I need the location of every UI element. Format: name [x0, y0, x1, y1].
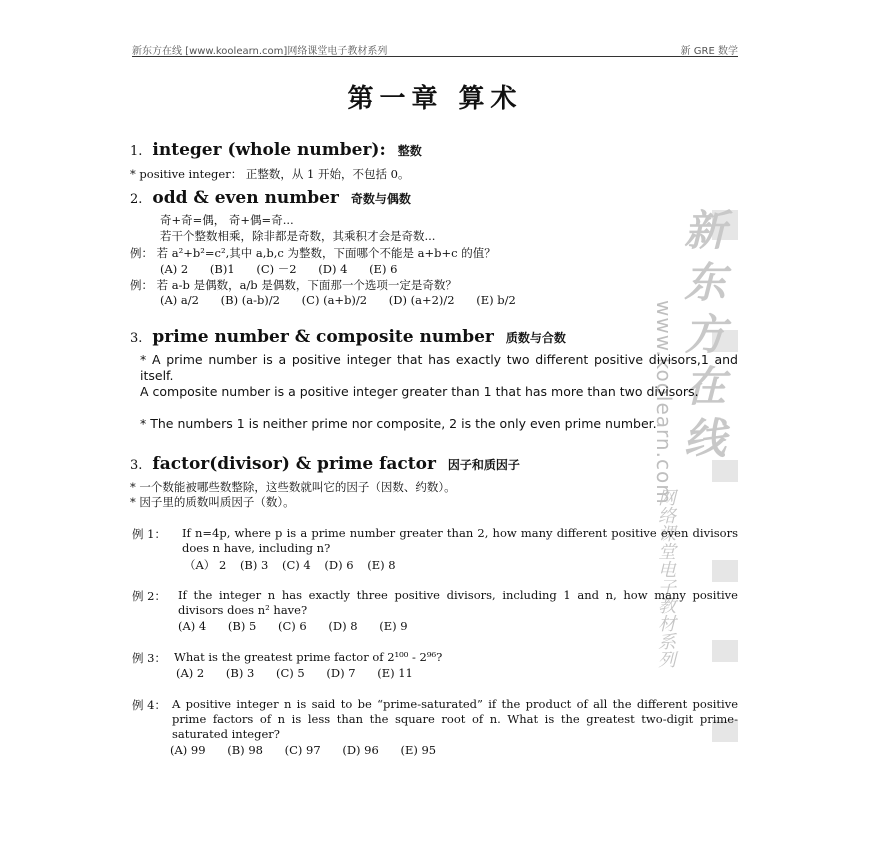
section-4-line: * 一个数能被哪些数整除，这些数就叫它的因子（因数、约数）。 — [130, 480, 456, 494]
option: (D) 4 — [318, 262, 348, 276]
section-number: 1. — [130, 144, 143, 159]
option: (E) 95 — [400, 743, 437, 757]
option: (C) (a+b)/2 — [301, 293, 368, 307]
option: (E) 6 — [369, 262, 398, 276]
example-options — [176, 666, 431, 680]
option: (D) (a+2)/2 — [388, 293, 455, 307]
option: (C) 97 — [284, 743, 321, 757]
section-2-example: 例： 若 a²+b²=c²,其中 a,b,c 为整数，下面哪个不能是 a+b+c 的值？ — [130, 246, 496, 260]
option: (D) 96 — [342, 743, 379, 757]
example-text: If n=4p, where p is a prime number greater than 2, how many different positive even divisors does n have, including n? — [182, 526, 738, 555]
header-left: 新东方在线 [www.koolearn.com]网络课堂电子教材系列 — [132, 46, 388, 57]
watermark-brand: 新东方在线 — [683, 206, 726, 463]
option: (C) 4 — [282, 558, 311, 572]
option: (C) －2 — [256, 262, 297, 276]
option: (E) 8 — [367, 558, 396, 572]
option: (B) 3 — [239, 558, 269, 572]
header-right: 新 GRE 数学 — [680, 46, 738, 57]
option: (E) 9 — [379, 619, 408, 633]
section-title: prime number & composite number — [152, 327, 494, 347]
option: (A) 4 — [178, 619, 207, 633]
option: (E) 11 — [377, 666, 413, 680]
option: (B)1 — [209, 262, 235, 276]
section-4-heading — [130, 454, 520, 474]
example-label: 例 2： — [132, 589, 166, 603]
section-title-zh: 奇数与偶数 — [350, 192, 411, 206]
section-2-example-options — [160, 261, 415, 277]
example-options — [184, 557, 406, 573]
section-number: 2. — [130, 192, 143, 207]
option: （A） 2 — [184, 558, 227, 572]
option: (C) 5 — [275, 666, 305, 680]
section-3-paragraph: A composite number is a positive integer greater than 1 that has more than two divisors. — [140, 384, 699, 399]
section-title-zh: 因子和质因子 — [447, 458, 520, 472]
example-label: 例 3： — [132, 651, 166, 665]
section-2-line: 奇+奇=偶， 奇+偶=奇... — [160, 213, 294, 227]
page-header — [132, 42, 738, 57]
section-title: factor(divisor) & prime factor — [152, 454, 436, 474]
option: (B) 98 — [227, 743, 263, 757]
option: (A) a/2 — [160, 293, 199, 307]
section-1-heading — [130, 140, 422, 160]
option: (B) 3 — [225, 666, 255, 680]
example-label: 例 1： — [132, 527, 166, 541]
section-3-paragraph: * A prime number is a positive integer that has exactly two different positive divisors,1 and itself. — [140, 352, 738, 383]
example-label: 例 4： — [132, 698, 166, 712]
section-4-line: * 因子里的质数叫质因子（数）。 — [130, 495, 295, 509]
watermark-stripe — [712, 640, 738, 662]
section-number: 3. — [130, 458, 143, 473]
section-title-zh: 质数与合数 — [505, 331, 566, 345]
section-3-heading — [130, 327, 566, 347]
chapter-title: 第一章 算术 — [347, 84, 523, 114]
example-options — [170, 743, 454, 757]
option: (C) 6 — [277, 619, 307, 633]
example-text: A positive integer n is said to be “prime-saturated” if the product of all the different positive prime factors of n is less than the square root of n. What is the greatest two-digit prime-saturated integer? — [172, 697, 738, 741]
option: (A) 2 — [176, 666, 205, 680]
option: (B) (a-b)/2 — [220, 293, 280, 307]
watermark-series: 网络课堂电子教材系列 — [655, 488, 676, 668]
watermark-stripe — [712, 560, 738, 582]
section-title: integer (whole number): — [152, 140, 386, 160]
option: (D) 6 — [324, 558, 354, 572]
example-text: What is the greatest prime factor of 2¹⁰⁰ - 2⁹⁶? — [174, 650, 443, 664]
example-text: If the integer n has exactly three positive divisors, including 1 and n, how many positive divisors does n² have? — [178, 588, 738, 617]
section-1-line: * positive integer： 正整数，从 1 开始，不包括 0。 — [130, 167, 410, 181]
section-number: 3. — [130, 331, 143, 346]
example-options — [178, 619, 426, 633]
section-title: odd & even number — [152, 188, 339, 208]
section-2-example: 例： 若 a-b 是偶数，a/b 是偶数，下面那一个选项一定是奇数？ — [130, 278, 457, 292]
section-3-paragraph: * The numbers 1 is neither prime nor composite, 2 is the only even prime number. — [140, 416, 657, 431]
option: (A) 99 — [170, 743, 206, 757]
section-2-example-options — [160, 293, 534, 307]
option: (D) 8 — [328, 619, 358, 633]
watermark-url: www.koolearn.com — [652, 300, 676, 505]
option: (A) 2 — [160, 262, 189, 276]
option: (B) 5 — [227, 619, 257, 633]
section-title-zh: 整数 — [397, 144, 422, 158]
section-2-heading — [130, 188, 411, 208]
section-2-line: 若干个整数相乘，除非都是奇数，其乘积才会是奇数... — [160, 229, 436, 243]
option: (D) 7 — [326, 666, 356, 680]
option: (E) b/2 — [476, 293, 516, 307]
